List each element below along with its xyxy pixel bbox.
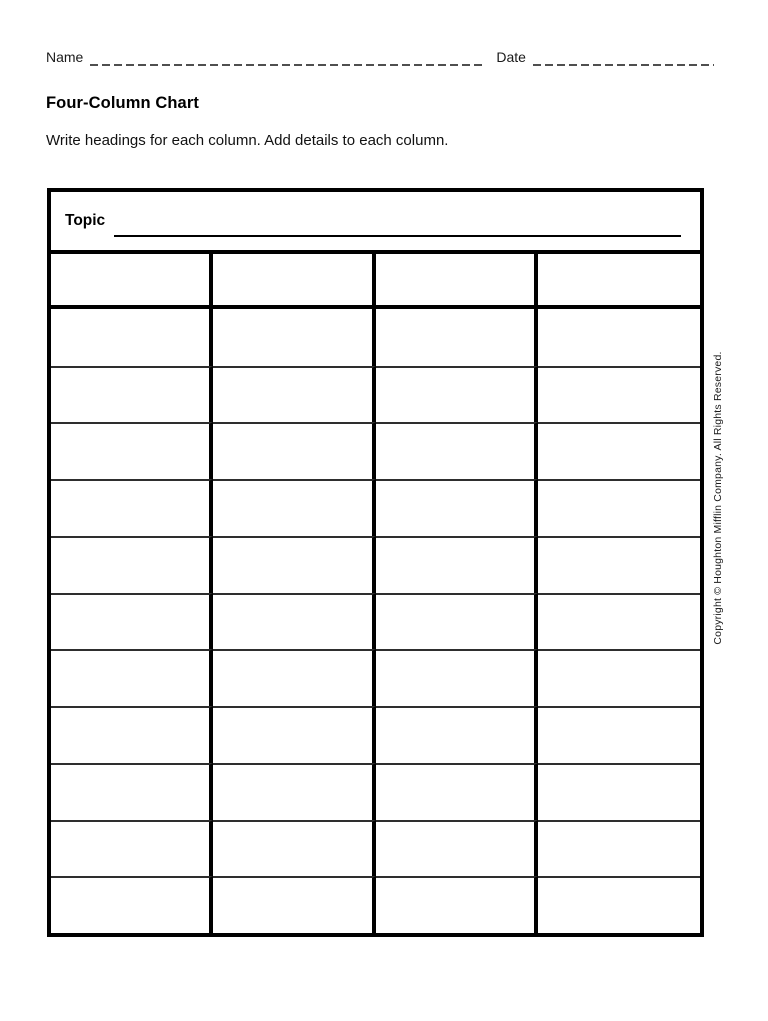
topic-row xyxy=(51,192,700,254)
chart-cell[interactable] xyxy=(538,820,700,877)
chart-cell[interactable] xyxy=(376,763,538,820)
chart-cell[interactable] xyxy=(213,479,375,536)
chart-cell[interactable] xyxy=(538,706,700,763)
column-header-cell[interactable] xyxy=(51,254,213,305)
four-column-chart xyxy=(47,188,704,937)
chart-cell[interactable] xyxy=(51,706,213,763)
chart-cell[interactable] xyxy=(376,876,538,933)
name-input-line[interactable] xyxy=(90,49,485,66)
chart-cell[interactable] xyxy=(538,876,700,933)
topic-label: Topic xyxy=(65,212,106,229)
chart-body-grid xyxy=(51,309,700,933)
name-label: Name xyxy=(46,49,84,65)
chart-cell[interactable] xyxy=(51,649,213,706)
page-title: Four-Column Chart xyxy=(46,94,199,112)
chart-cell[interactable] xyxy=(376,820,538,877)
chart-cell[interactable] xyxy=(51,536,213,593)
chart-cell[interactable] xyxy=(376,479,538,536)
chart-cell[interactable] xyxy=(213,820,375,877)
chart-cell[interactable] xyxy=(213,706,375,763)
date-input-line[interactable] xyxy=(533,49,714,66)
chart-cell[interactable] xyxy=(213,876,375,933)
chart-cell[interactable] xyxy=(376,706,538,763)
chart-cell[interactable] xyxy=(213,366,375,423)
topic-input-line[interactable] xyxy=(114,206,681,237)
chart-cell[interactable] xyxy=(51,479,213,536)
chart-cell[interactable] xyxy=(538,536,700,593)
column-header-cell[interactable] xyxy=(538,254,700,305)
chart-cell[interactable] xyxy=(213,309,375,366)
chart-cell[interactable] xyxy=(213,593,375,650)
chart-cell[interactable] xyxy=(376,536,538,593)
column-header-cell[interactable] xyxy=(213,254,375,305)
chart-cell[interactable] xyxy=(376,422,538,479)
chart-cell[interactable] xyxy=(376,593,538,650)
chart-cell[interactable] xyxy=(51,422,213,479)
chart-cell[interactable] xyxy=(51,309,213,366)
chart-cell[interactable] xyxy=(538,422,700,479)
chart-cell[interactable] xyxy=(538,763,700,820)
chart-cell[interactable] xyxy=(538,649,700,706)
chart-cell[interactable] xyxy=(51,366,213,423)
chart-cell[interactable] xyxy=(538,366,700,423)
chart-cell[interactable] xyxy=(213,763,375,820)
chart-cell[interactable] xyxy=(376,366,538,423)
column-headers-row xyxy=(51,254,700,309)
chart-cell[interactable] xyxy=(51,593,213,650)
copyright-notice: Copyright © Houghton Mifflin Company. All Rights Reserved. xyxy=(712,351,724,645)
chart-cell[interactable] xyxy=(51,763,213,820)
chart-cell[interactable] xyxy=(538,593,700,650)
chart-cell[interactable] xyxy=(213,422,375,479)
chart-cell[interactable] xyxy=(213,649,375,706)
name-date-row xyxy=(46,48,718,66)
column-header-cell[interactable] xyxy=(376,254,538,305)
chart-cell[interactable] xyxy=(51,876,213,933)
chart-cell[interactable] xyxy=(376,649,538,706)
chart-cell[interactable] xyxy=(538,479,700,536)
chart-cell[interactable] xyxy=(213,536,375,593)
chart-cell[interactable] xyxy=(376,309,538,366)
instruction-text: Write headings for each column. Add details to each column. xyxy=(46,132,449,149)
chart-cell[interactable] xyxy=(538,309,700,366)
date-label: Date xyxy=(496,49,526,65)
chart-cell[interactable] xyxy=(51,820,213,877)
